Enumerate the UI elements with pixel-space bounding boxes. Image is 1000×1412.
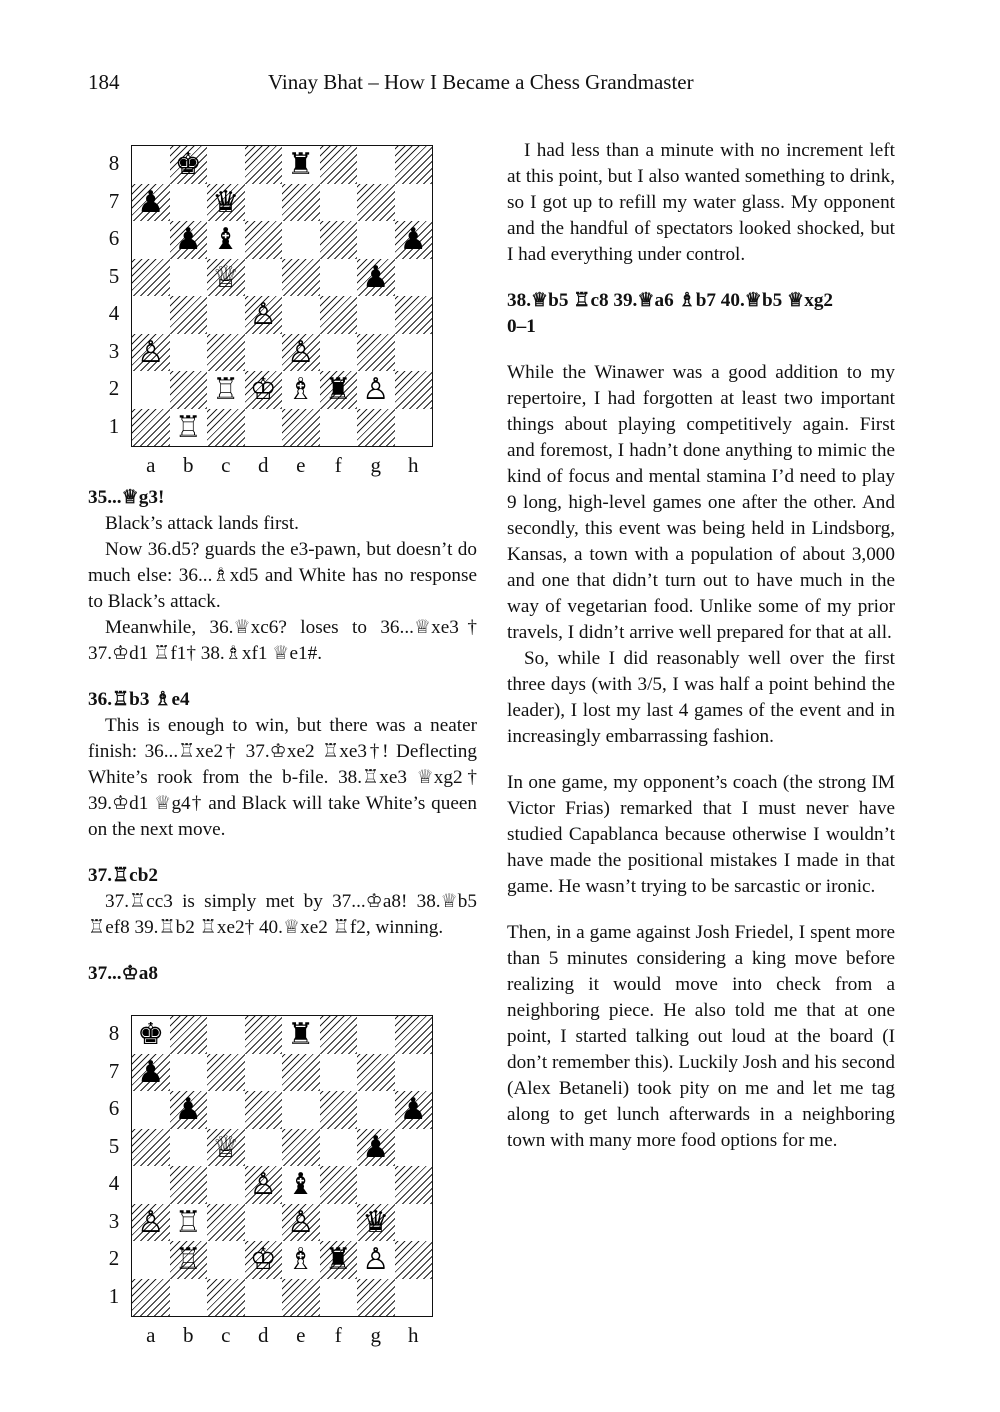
square-a1 [132,1279,170,1317]
square-e1 [282,409,320,447]
paragraph: Meanwhile, 36.♕xc6? loses to 36...♕xe3† 37.♔d1 ♖f1† 38.♗xf1 ♕e1#. [88,617,477,664]
square-b3 [170,1204,208,1242]
square-b5 [170,259,208,297]
square-c8 [207,1016,245,1054]
move-heading: 37.♖cb2 [88,865,158,886]
file-label: h [408,1323,419,1347]
square-h8 [395,146,433,184]
square-a8 [132,1016,170,1054]
square-f3 [320,334,358,372]
square-f3 [320,1204,358,1242]
square-d8 [245,1016,283,1054]
square-h5 [395,259,433,297]
square-f8 [320,1016,358,1054]
square-g5 [357,1129,395,1167]
rank-label: 5 [108,263,120,288]
left-column [88,485,477,987]
square-e4 [282,1166,320,1204]
file-label: c [221,453,231,477]
square-b7 [170,1054,208,1092]
black-rook-icon: ♜ [324,1242,352,1277]
paragraph: Now 36.d5? guards the e3-pawn, but doesn’t do much else: 36...♗xd5 and White has no response to Black’s attack. [88,539,477,612]
white-pawn-icon: ♙ [249,1167,277,1202]
square-c3 [207,334,245,372]
square-f8 [320,146,358,184]
square-c5 [207,259,245,297]
rank-label: 4 [108,1171,120,1195]
square-h1 [395,409,433,447]
square-b1 [170,1279,208,1317]
square-a7 [132,184,170,222]
square-f1 [320,409,358,447]
square-e4 [282,296,320,334]
square-d7 [245,1054,283,1092]
black-queen-icon: ♛ [212,184,240,220]
white-king-icon: ♔ [249,1242,277,1277]
white-pawn-icon: ♙ [362,372,390,407]
chessboard [131,1015,433,1317]
square-e5 [282,259,320,297]
square-g6 [357,221,395,259]
square-f1 [320,1279,358,1317]
square-d4 [245,1166,283,1204]
square-f6 [320,221,358,259]
square-h5 [395,1129,433,1167]
square-g3 [357,334,395,372]
square-b7 [170,184,208,222]
paragraph: This is enough to win, but there was a neater finish: 36...♖xe2† 37.♔xe2 ♖xe3†! Deflecting White’s rook from the b-file. 38.♖xe3 ♕xg2† 39.♔d1 ♕g4† and Black will take White’s queen on the next move. [88,715,477,840]
square-g8 [357,1016,395,1054]
square-a4 [132,296,170,334]
square-f4 [320,1166,358,1204]
running-title: Vinay Bhat – How I Became a Chess Grandmaster [268,70,694,94]
rank-label: 7 [108,1058,120,1083]
file-label: g [370,1323,381,1347]
square-d5 [245,259,283,297]
square-g4 [357,296,395,334]
file-label: e [296,453,306,477]
black-king-icon: ♚ [137,1017,165,1052]
square-h2 [395,1241,433,1279]
file-label: h [408,453,419,477]
square-e6 [282,221,320,259]
square-f4 [320,296,358,334]
square-b1 [170,409,208,447]
paragraph: I had less than a minute with no increment left at this point, but I also wanted something to drink, so I got up to refill my water glass. My opponent and the handful of spectators looked shocked, but I had everything under control. [507,140,895,265]
black-rook-icon: ♜ [324,372,352,407]
square-a8 [132,146,170,184]
file-label: d [258,453,269,477]
square-h8 [395,1016,433,1054]
square-a6 [132,221,170,259]
square-f7 [320,1054,358,1092]
square-b6 [170,221,208,259]
square-d1 [245,409,283,447]
square-e7 [282,184,320,222]
rank-label: 5 [108,1133,120,1158]
square-h7 [395,184,433,222]
file-label: a [146,1323,156,1347]
rank-label: 2 [108,1246,120,1270]
square-c4 [207,296,245,334]
square-g2 [357,371,395,409]
page-number: 184 [88,70,120,94]
square-c3 [207,1204,245,1242]
white-rook-icon: ♖ [174,409,202,445]
rank-label: 1 [108,413,120,438]
move-heading: 38.♕b5 ♖c8 39.♕a6 ♗b7 40.♕b5 ♕xg2 [507,290,834,311]
paragraph: Black’s attack lands first. [105,513,299,534]
square-c7 [207,184,245,222]
square-h4 [395,1166,433,1204]
game-result: 0–1 [507,316,536,337]
file-label: b [183,1323,194,1347]
square-a7 [132,1054,170,1092]
white-pawn-icon: ♙ [137,334,165,370]
file-label: d [258,1323,269,1347]
square-d8 [245,146,283,184]
square-f6 [320,1091,358,1129]
square-f7 [320,184,358,222]
rank-label: 2 [108,376,120,400]
square-f5 [320,1129,358,1167]
file-label: f [334,453,342,477]
square-e7 [282,1054,320,1092]
square-c4 [207,1166,245,1204]
paragraph: While the Winawer was a good addition to my repertoire, I had forgotten at least two important things about playing competitively again. First and foremost, I hadn’t done anything to mimic the kind of focus and mental stamina I’d need to play 9 long, high-level games one after the other. And secondly, this event was being held in Lindsborg, Kansas, a town with a population of about 3,000 and one that didn’t turn out to have much in the way of vegetarian food. Unlike some of my prior travels, I didn’t arrive well prepared for that at all. [507,362,895,643]
square-g1 [357,1279,395,1317]
square-g2 [357,1241,395,1279]
black-pawn-icon: ♟ [362,1129,390,1165]
square-c5 [207,1129,245,1167]
square-e1 [282,1279,320,1317]
paragraph: 37.♖cc3 is simply met by 37...♔a8! 38.♕b5 ♖ef8 39.♖b2 ♖xe2† 40.♕xe2 ♖f2, winning. [88,891,477,938]
square-f2 [320,1241,358,1279]
right-column [507,138,895,1154]
square-e2 [282,1241,320,1279]
rank-label: 8 [108,151,120,175]
square-b8 [170,1016,208,1054]
square-a3 [132,1204,170,1242]
square-c1 [207,409,245,447]
square-h1 [395,1279,433,1317]
black-pawn-icon: ♟ [174,1092,202,1127]
rank-label: 7 [108,188,120,213]
square-d6 [245,1091,283,1129]
square-d4 [245,296,283,334]
square-b4 [170,1166,208,1204]
black-pawn-icon: ♟ [399,222,427,257]
square-d7 [245,184,283,222]
white-queen-icon: ♕ [212,1129,240,1165]
square-d6 [245,221,283,259]
move-heading: 37...♔a8 [88,963,158,984]
rank-label: 3 [108,338,120,363]
paragraph: In one game, my opponent’s coach (the strong IM Victor Frias) remarked that I must never have studied Capablanca because otherwise I wouldn’t have made the positional mistakes I made in that game. He wasn’t trying to be sarcastic or ironic. [507,772,895,897]
file-label: c [221,1323,231,1347]
black-queen-icon: ♛ [362,1204,390,1240]
square-e8 [282,146,320,184]
square-e5 [282,1129,320,1167]
square-b3 [170,334,208,372]
square-b2 [170,1241,208,1279]
move-heading: 36.♖b3 ♗e4 [88,689,190,710]
square-d3 [245,334,283,372]
black-rook-icon: ♜ [287,1017,315,1052]
square-a2 [132,1241,170,1279]
square-e3 [282,1204,320,1242]
black-pawn-icon: ♟ [137,184,165,220]
move-heading: 35...♕g3! [88,487,165,508]
square-f2 [320,371,358,409]
square-d2 [245,1241,283,1279]
square-e8 [282,1016,320,1054]
square-d2 [245,371,283,409]
rank-label: 6 [108,1096,120,1120]
square-g3 [357,1204,395,1242]
square-g7 [357,1054,395,1092]
square-a2 [132,371,170,409]
black-pawn-icon: ♟ [174,222,202,257]
square-b5 [170,1129,208,1167]
file-label: a [146,453,156,477]
white-queen-icon: ♕ [212,259,240,295]
square-c2 [207,371,245,409]
square-b8 [170,146,208,184]
square-e2 [282,371,320,409]
square-h3 [395,1204,433,1242]
rank-label: 4 [108,301,120,325]
square-c8 [207,146,245,184]
file-label: g [370,453,381,477]
white-pawn-icon: ♙ [137,1204,165,1240]
square-g5 [357,259,395,297]
square-e6 [282,1091,320,1129]
file-label: b [183,453,194,477]
square-a5 [132,259,170,297]
white-king-icon: ♔ [249,372,277,407]
file-label: e [296,1323,306,1347]
square-g4 [357,1166,395,1204]
square-h2 [395,371,433,409]
rank-label: 8 [108,1021,120,1045]
black-king-icon: ♚ [174,147,202,182]
square-a5 [132,1129,170,1167]
square-b2 [170,371,208,409]
square-g8 [357,146,395,184]
square-c6 [207,221,245,259]
square-c2 [207,1241,245,1279]
paragraph: So, while I did reasonably well over the first three days (with 3/5, I was half a point behind the leader), I lost my last 4 games of the event and in increasingly embarrassing fashion. [507,648,895,747]
paragraph: Then, in a game against Josh Friedel, I spent more than 5 minutes considering a king move before realizing it would move into check from a neighboring piece. He also told me that at one point, I started talking out loud at the board (I don’t remember this). Luckily Josh and his second (Alex Betaneli) took pity on me and let me tag along to get lunch afterwards in a neighboring town with many more food options for me. [507,922,895,1151]
white-rook-icon: ♖ [174,1242,202,1277]
square-e3 [282,334,320,372]
black-bishop-icon: ♝ [212,222,240,257]
square-d3 [245,1204,283,1242]
white-pawn-icon: ♙ [362,1242,390,1277]
white-rook-icon: ♖ [212,372,240,407]
black-pawn-icon: ♟ [399,1092,427,1127]
square-c6 [207,1091,245,1129]
square-g7 [357,184,395,222]
square-h6 [395,221,433,259]
rank-label: 1 [108,1283,120,1308]
white-bishop-icon: ♗ [287,372,315,407]
square-a1 [132,409,170,447]
square-f5 [320,259,358,297]
white-pawn-icon: ♙ [287,334,315,370]
black-rook-icon: ♜ [287,147,315,182]
square-h6 [395,1091,433,1129]
black-bishop-icon: ♝ [287,1167,315,1202]
square-d5 [245,1129,283,1167]
white-bishop-icon: ♗ [287,1242,315,1277]
square-c1 [207,1279,245,1317]
chessboard [131,145,433,447]
white-pawn-icon: ♙ [249,297,277,332]
black-pawn-icon: ♟ [137,1054,165,1090]
white-rook-icon: ♖ [174,1204,202,1240]
square-c7 [207,1054,245,1092]
square-h3 [395,334,433,372]
square-g1 [357,409,395,447]
file-label: f [334,1323,342,1347]
rank-label: 6 [108,226,120,250]
square-d1 [245,1279,283,1317]
square-g6 [357,1091,395,1129]
square-h4 [395,296,433,334]
square-b4 [170,296,208,334]
black-pawn-icon: ♟ [362,259,390,295]
square-a3 [132,334,170,372]
square-b6 [170,1091,208,1129]
square-a6 [132,1091,170,1129]
square-h7 [395,1054,433,1092]
white-pawn-icon: ♙ [287,1204,315,1240]
square-a4 [132,1166,170,1204]
rank-label: 3 [108,1208,120,1233]
